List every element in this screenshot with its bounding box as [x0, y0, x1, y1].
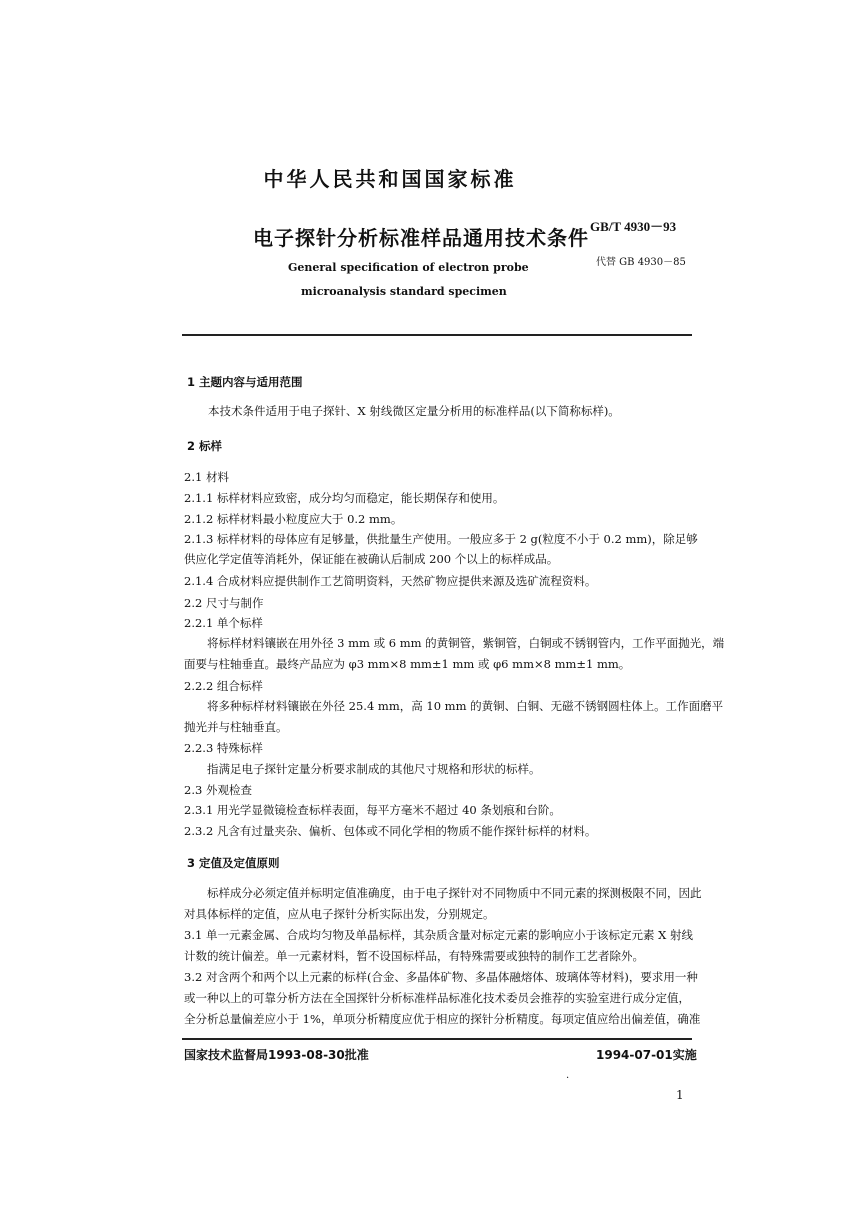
clause-2-2-3: 2.2.3 特殊标样 — [184, 741, 263, 755]
section-2-heading: 2 标样 — [187, 439, 223, 453]
national-standard-heading: 中华人民共和国国家标准 — [263, 167, 517, 191]
standard-title-english-line2: microanalysis standard specimen — [301, 285, 507, 298]
clause-2-2-2-cont: 抛光并与柱轴垂直。 — [184, 720, 288, 734]
clause-2-1: 2.1 材料 — [184, 470, 229, 484]
standard-title-english-line1: General specification of electron probe — [288, 261, 529, 274]
clause-2-3: 2.3 外观检查 — [184, 783, 252, 797]
section-3-text: 标样成分必须定值并标明定值准确度，由于电子探针对不同物质中不同元素的探测极限不同，因此 — [207, 886, 702, 900]
clause-3-1: 3.1 单一元素金属、合成均匀物及单晶标样，其杂质含量对标定元素的影响应小于该标定元素 X 射线 — [184, 928, 693, 942]
approval-date: 国家技术监督局1993-08-30批准 — [184, 1048, 369, 1062]
clause-2-2: 2.2 尺寸与制作 — [184, 596, 264, 610]
clause-2-2-1: 2.2.1 单个标样 — [184, 616, 263, 630]
clause-2-1-3: 2.1.3 标样材料的母体应有足够量，供批量生产使用。一般应多于 2 g(粒度不小于 0.2 mm)，除足够 — [184, 532, 698, 546]
section-1-text: 本技术条件适用于电子探针、X 射线微区定量分析用的标准样品(以下简称标样)。 — [208, 404, 620, 418]
clause-3-1-cont: 计数的统计偏差。单一元素材料，暂不设国标样品，有特殊需要或独特的制作工艺者除外。 — [184, 949, 644, 963]
section-1-heading: 1 主题内容与适用范围 — [187, 375, 303, 389]
footer-divider — [182, 1038, 692, 1040]
standard-title-chinese: 电子探针分析标准样品通用技术条件 — [253, 226, 589, 250]
page-number: 1 — [676, 1088, 684, 1102]
clause-2-2-1-cont: 面要与柱轴垂直。最终产品应为 φ3 mm×8 mm±1 mm 或 φ6 mm×8 mm±1 mm。 — [184, 657, 631, 671]
clause-2-3-1: 2.3.1 用光学显微镜检查标样表面，每平方毫米不超过 40 条划痕和台阶。 — [184, 803, 561, 817]
clause-2-2-3-text: 指满足电子探针定量分析要求制成的其他尺寸规格和形状的标样。 — [207, 762, 541, 776]
clause-2-1-1: 2.1.1 标样材料应致密，成分均匀而稳定，能长期保存和使用。 — [184, 491, 505, 505]
effective-date: 1994-07-01实施 — [596, 1048, 697, 1062]
replaces-standard: 代替 GB 4930－85 — [596, 257, 686, 268]
clause-2-1-4: 2.1.4 合成材料应提供制作工艺简明资料，天然矿物应提供来源及选矿流程资料。 — [184, 574, 597, 588]
clause-2-3-2: 2.3.2 凡含有过量夹杂、偏析、包体或不同化学相的物质不能作探针标样的材料。 — [184, 824, 597, 838]
clause-2-1-3-cont: 供应化学定值等消耗外，保证能在被确认后制成 200 个以上的标样成品。 — [184, 552, 559, 566]
clause-2-2-1-text: 将标样材料镶嵌在用外径 3 mm 或 6 mm 的黄铜管，紫铜管，白铜或不锈钢管内，工作平面抛光，端 — [207, 636, 725, 650]
clause-2-2-2-text: 将多种标样材料镶嵌在外径 25.4 mm，高 10 mm 的黄铜、白铜、无磁不锈钢圆柱体上。工作面磨平 — [207, 699, 724, 713]
clause-2-1-2: 2.1.2 标样材料最小粒度应大于 0.2 mm。 — [184, 512, 403, 526]
clause-3-2-cont2: 全分析总量偏差应小于 1%，单项分析精度应优于相应的探针分析精度。每项定值应给出偏差值，确准 — [184, 1012, 701, 1026]
header-divider — [182, 334, 692, 336]
clause-3-2: 3.2 对含两个和两个以上元素的标样(合金、多晶体矿物、多晶体融熔体、玻璃体等材料)，要求用一种 — [184, 970, 698, 984]
section-3-text-cont: 对具体标样的定值，应从电子探针分析实际出发，分别规定。 — [184, 907, 495, 921]
standard-number: GB/T 4930－93 — [590, 219, 677, 234]
clause-3-2-cont1: 或一种以上的可靠分析方法在全国探针分析标准样品标准化技术委员会推荐的实验室进行成分定值， — [184, 991, 690, 1005]
clause-2-2-2: 2.2.2 组合标样 — [184, 679, 263, 693]
page-dot: . — [566, 1070, 570, 1081]
section-3-heading: 3 定值及定值原则 — [187, 856, 280, 870]
